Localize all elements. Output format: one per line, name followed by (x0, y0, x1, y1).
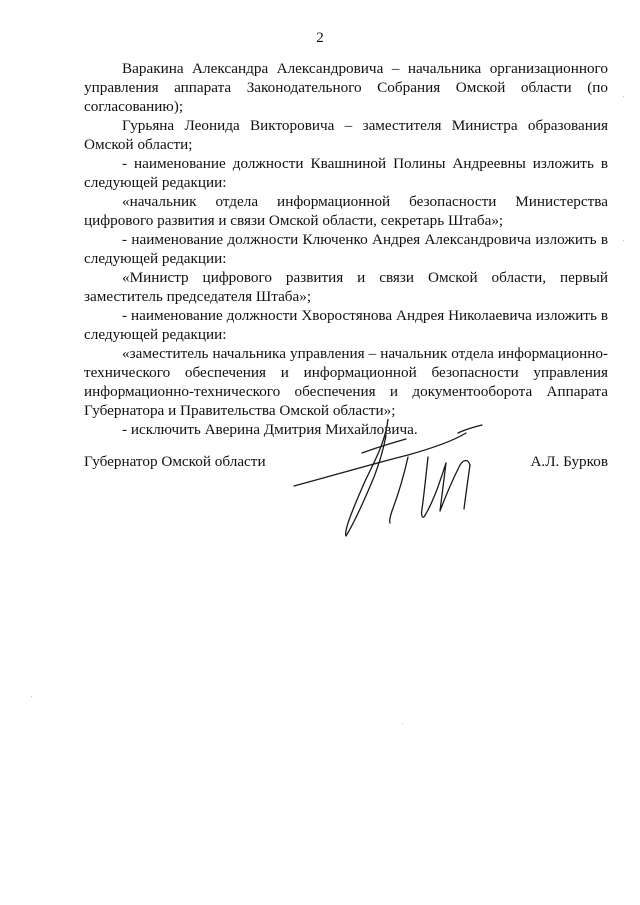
signature-block (84, 453, 608, 563)
paragraph-klyuchenko-position: «Министр цифрового развития и связи Омской области, первый заместитель председателя Штаба»; (84, 269, 608, 305)
paragraph-exclude-averin: - исключить Аверина Дмитрия Михайловича. (122, 421, 418, 438)
scan-speck (31, 696, 32, 697)
paragraph-varakin: Варакина Александра Александровича – начальника организационного управления аппарата Законодательного Собрания Омской области (по согласованию); (84, 60, 608, 115)
scan-speck (623, 240, 624, 241)
page-number: 2 (316, 30, 324, 46)
document-body (84, 59, 608, 439)
paragraph-khvorostyanov-intro: - наименование должности Хворостянова Андрея Николаевича изложить в следующей редакции: (84, 307, 608, 343)
paragraph-guryan: Гурьяна Леонида Викторовича – заместителя Министра образования Омской области; (84, 117, 608, 153)
handwritten-signature (288, 419, 508, 539)
paragraph-klyuchenko-intro: - наименование должности Ключенко Андрея Александровича изложить в следующей редакции: (84, 231, 608, 267)
paragraph-khvorostyanov-position: «заместитель начальника управления – начальник отдела информационно-технического обеспечения и информационной безопасности управления информационно-технического обеспечения и документооборота Аппарата Губернатора и Правительства Омской области»; (84, 345, 608, 419)
paragraph-kvashnina-position: «начальник отдела информационной безопасности Министерства цифрового развития и связи Омской области, секретарь Штаба»; (84, 193, 608, 229)
signer-name: А.Л. Бурков (530, 453, 608, 470)
scan-speck (623, 96, 624, 97)
scan-speck (402, 723, 403, 724)
signer-title: Губернатор Омской области (84, 453, 266, 470)
paragraph-kvashnina-intro: - наименование должности Квашниной Полины Андреевны изложить в следующей редакции: (84, 155, 608, 191)
